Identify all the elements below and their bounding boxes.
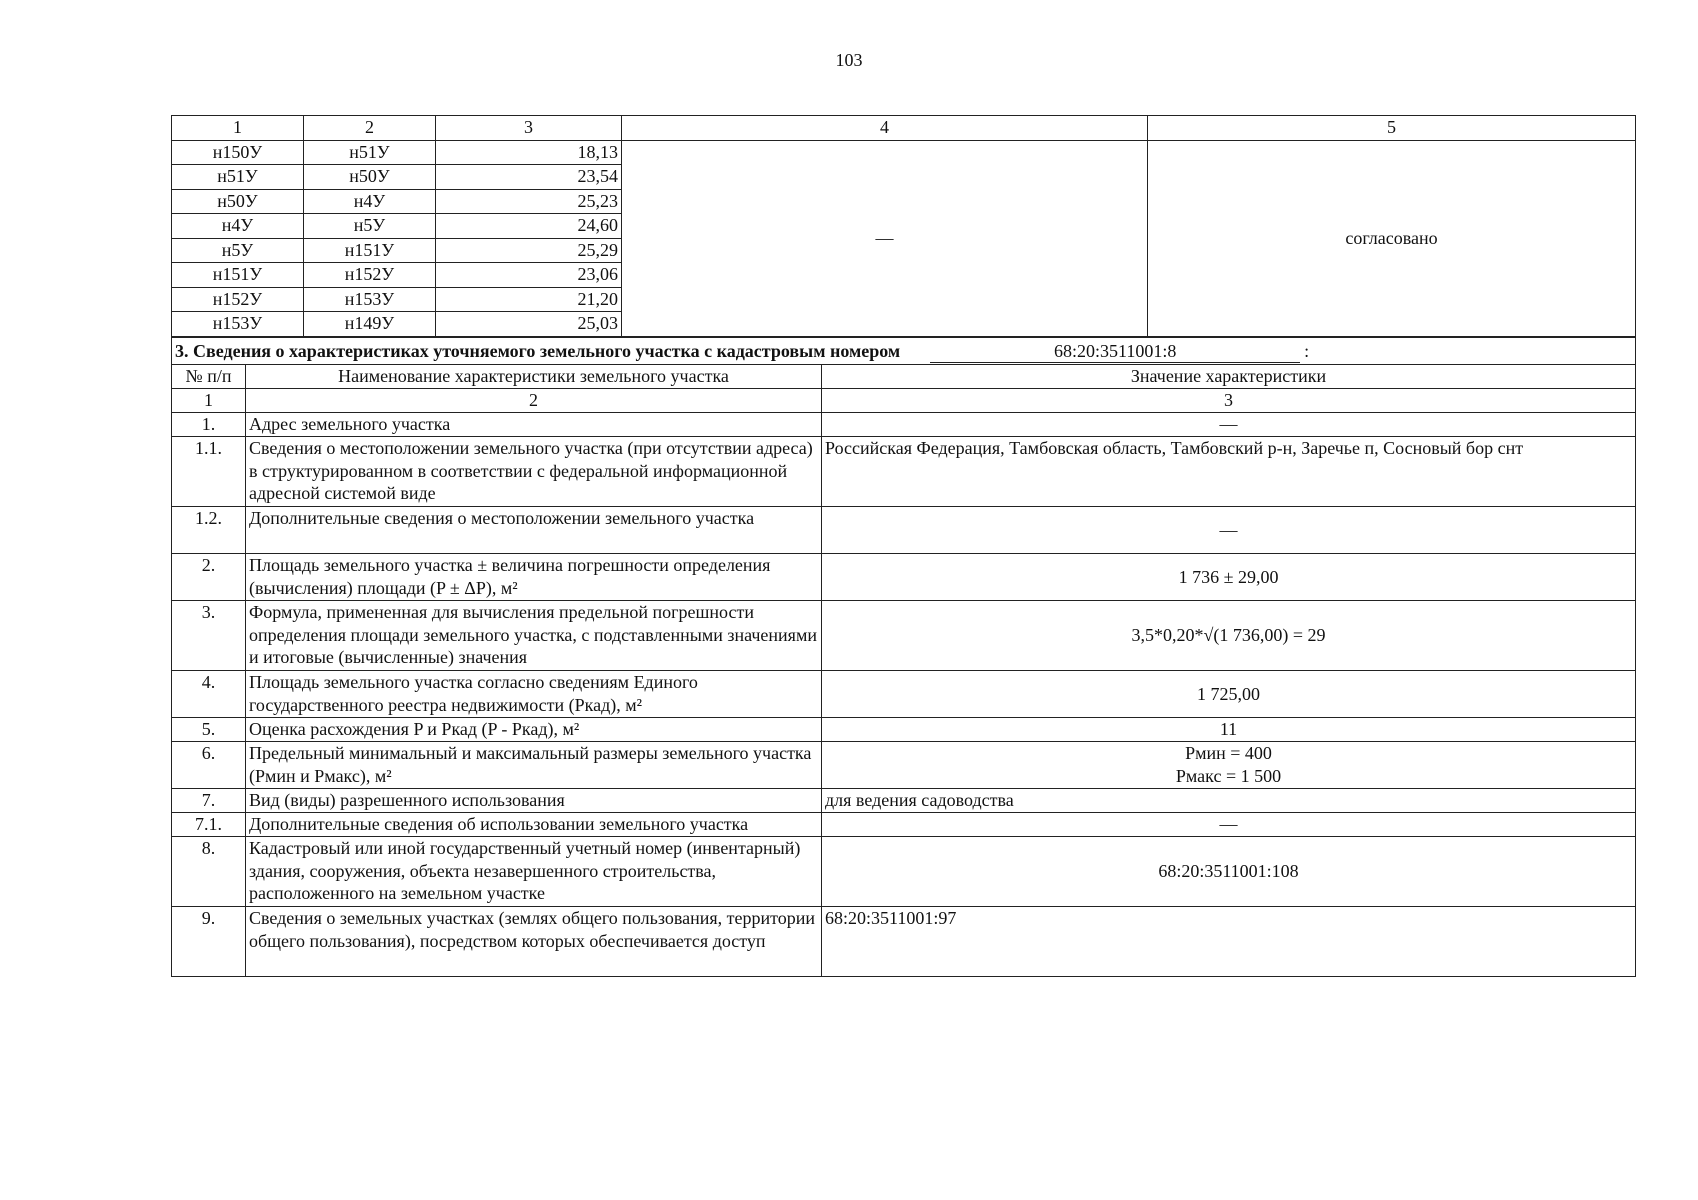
segments-header-row (172, 116, 1636, 141)
cadastral-number: 68:20:3511001:8 (930, 340, 1300, 363)
col-header: 3 (436, 116, 622, 141)
point-from: н153У (172, 312, 304, 337)
column-numbers-row (172, 389, 1636, 413)
point-from: н5У (172, 238, 304, 263)
point-from: н150У (172, 140, 304, 165)
point-from: н51У (172, 165, 304, 190)
table-row (172, 413, 1636, 437)
row-number: 1.1. (172, 437, 246, 507)
characteristic-name: Формула, примененная для вычисления предельной погрешности определения площади земельного участка, с подставленными значениями и итоговые (вычисленные) значения (246, 601, 822, 671)
characteristic-name: Дополнительные сведения об использовании земельного участка (246, 813, 822, 837)
table-row (172, 789, 1636, 813)
point-to: н151У (304, 238, 436, 263)
segment-length: 23,54 (436, 165, 622, 190)
point-to: н51У (304, 140, 436, 165)
col4-merged-value: — (622, 140, 1148, 336)
table-row (172, 554, 1636, 601)
col-header: 4 (622, 116, 1148, 141)
characteristic-value-range (822, 742, 1636, 789)
col-number: 3 (822, 389, 1636, 413)
table-row (172, 140, 1636, 165)
col-header-name: Наименование характеристики земельного участка (246, 365, 822, 389)
characteristic-value: — (822, 507, 1636, 554)
characteristic-value: 68:20:3511001:97 (822, 907, 1636, 977)
point-from: н4У (172, 214, 304, 239)
point-to: н153У (304, 287, 436, 312)
characteristic-name: Вид (виды) разрешенного использования (246, 789, 822, 813)
characteristic-name: Площадь земельного участка согласно сведениям Единого государственного реестра недвижимости (Pкад), м² (246, 671, 822, 718)
row-number: 5. (172, 718, 246, 742)
segment-length: 24,60 (436, 214, 622, 239)
table-row (172, 742, 1636, 789)
characteristic-value: 1 736 ± 29,00 (822, 554, 1636, 601)
approval-status: согласовано (1148, 140, 1636, 336)
max-size-value: Pмакс = 1 500 (1175, 765, 1282, 786)
characteristic-name: Дополнительные сведения о местоположении земельного участка (246, 507, 822, 554)
page-number: 103 (835, 50, 863, 70)
point-from: н151У (172, 263, 304, 288)
segments-table (171, 115, 1636, 337)
characteristic-value: 3,5*0,20*√(1 736,00) = 29 (822, 601, 1636, 671)
point-to: н50У (304, 165, 436, 190)
table-row (172, 837, 1636, 907)
characteristic-name: Сведения о земельных участках (землях общего пользования, территории общего пользования), посредством которых обеспечивается доступ (246, 907, 822, 977)
col-header: 5 (1148, 116, 1636, 141)
point-to: н149У (304, 312, 436, 337)
characteristic-value: 1 725,00 (822, 671, 1636, 718)
row-number: 7.1. (172, 813, 246, 837)
characteristic-value: Российская Федерация, Тамбовская область, Тамбовский р-н, Заречье п, Сосновый бор снт (822, 437, 1636, 507)
point-to: н152У (304, 263, 436, 288)
table-row (172, 507, 1636, 554)
point-to: н5У (304, 214, 436, 239)
row-number: 3. (172, 601, 246, 671)
col-number: 1 (172, 389, 246, 413)
segment-length: 18,13 (436, 140, 622, 165)
characteristics-table (171, 337, 1636, 977)
col-header-number: № п/п (172, 365, 246, 389)
col-number: 2 (246, 389, 822, 413)
row-number: 4. (172, 671, 246, 718)
characteristic-value: — (822, 813, 1636, 837)
row-number: 8. (172, 837, 246, 907)
segment-length: 25,29 (436, 238, 622, 263)
characteristics-header-row (172, 365, 1636, 389)
table-row (172, 907, 1636, 977)
point-from: н50У (172, 189, 304, 214)
characteristic-value: 11 (822, 718, 1636, 742)
table-row (172, 601, 1636, 671)
characteristic-value: для ведения садоводства (822, 789, 1636, 813)
characteristic-name: Площадь земельного участка ± величина погрешности определения (вычисления) площади (P ± ΔP), м² (246, 554, 822, 601)
point-to: н4У (304, 189, 436, 214)
characteristic-value: 68:20:3511001:108 (822, 837, 1636, 907)
col-header: 1 (172, 116, 304, 141)
section-title (172, 338, 1636, 365)
table-row (172, 437, 1636, 507)
table-row (172, 813, 1636, 837)
section-title-text: 3. Сведения о характеристиках уточняемого земельного участка с кадастровым номером (175, 341, 901, 361)
row-number: 6. (172, 742, 246, 789)
col-header: 2 (304, 116, 436, 141)
characteristic-value: — (822, 413, 1636, 437)
row-number: 1. (172, 413, 246, 437)
characteristic-name: Кадастровый или иной государственный учетный номер (инвентарный) здания, сооружения, объекта незавершенного строительства, расположенного на земельном участке (246, 837, 822, 907)
segment-length: 25,03 (436, 312, 622, 337)
section-title-row (172, 338, 1636, 365)
characteristic-name: Предельный минимальный и максимальный размеры земельного участка (Pмин и Pмакс), м² (246, 742, 822, 789)
point-from: н152У (172, 287, 304, 312)
segment-length: 25,23 (436, 189, 622, 214)
characteristic-name: Сведения о местоположении земельного участка (при отсутствии адреса) в структурированном в соответствии с федеральной информационной адресной системой виде (246, 437, 822, 507)
row-number: 1.2. (172, 507, 246, 554)
table-row (172, 671, 1636, 718)
title-colon: : (1304, 341, 1310, 361)
segment-length: 21,20 (436, 287, 622, 312)
segment-length: 23,06 (436, 263, 622, 288)
min-size-value: Pмин = 400 (1185, 743, 1272, 763)
table-row (172, 718, 1636, 742)
row-number: 9. (172, 907, 246, 977)
row-number: 2. (172, 554, 246, 601)
characteristic-name: Адрес земельного участка (246, 413, 822, 437)
row-number: 7. (172, 789, 246, 813)
col-header-value: Значение характеристики (822, 365, 1636, 389)
characteristic-name: Оценка расхождения P и Pкад (P - Pкад), м² (246, 718, 822, 742)
